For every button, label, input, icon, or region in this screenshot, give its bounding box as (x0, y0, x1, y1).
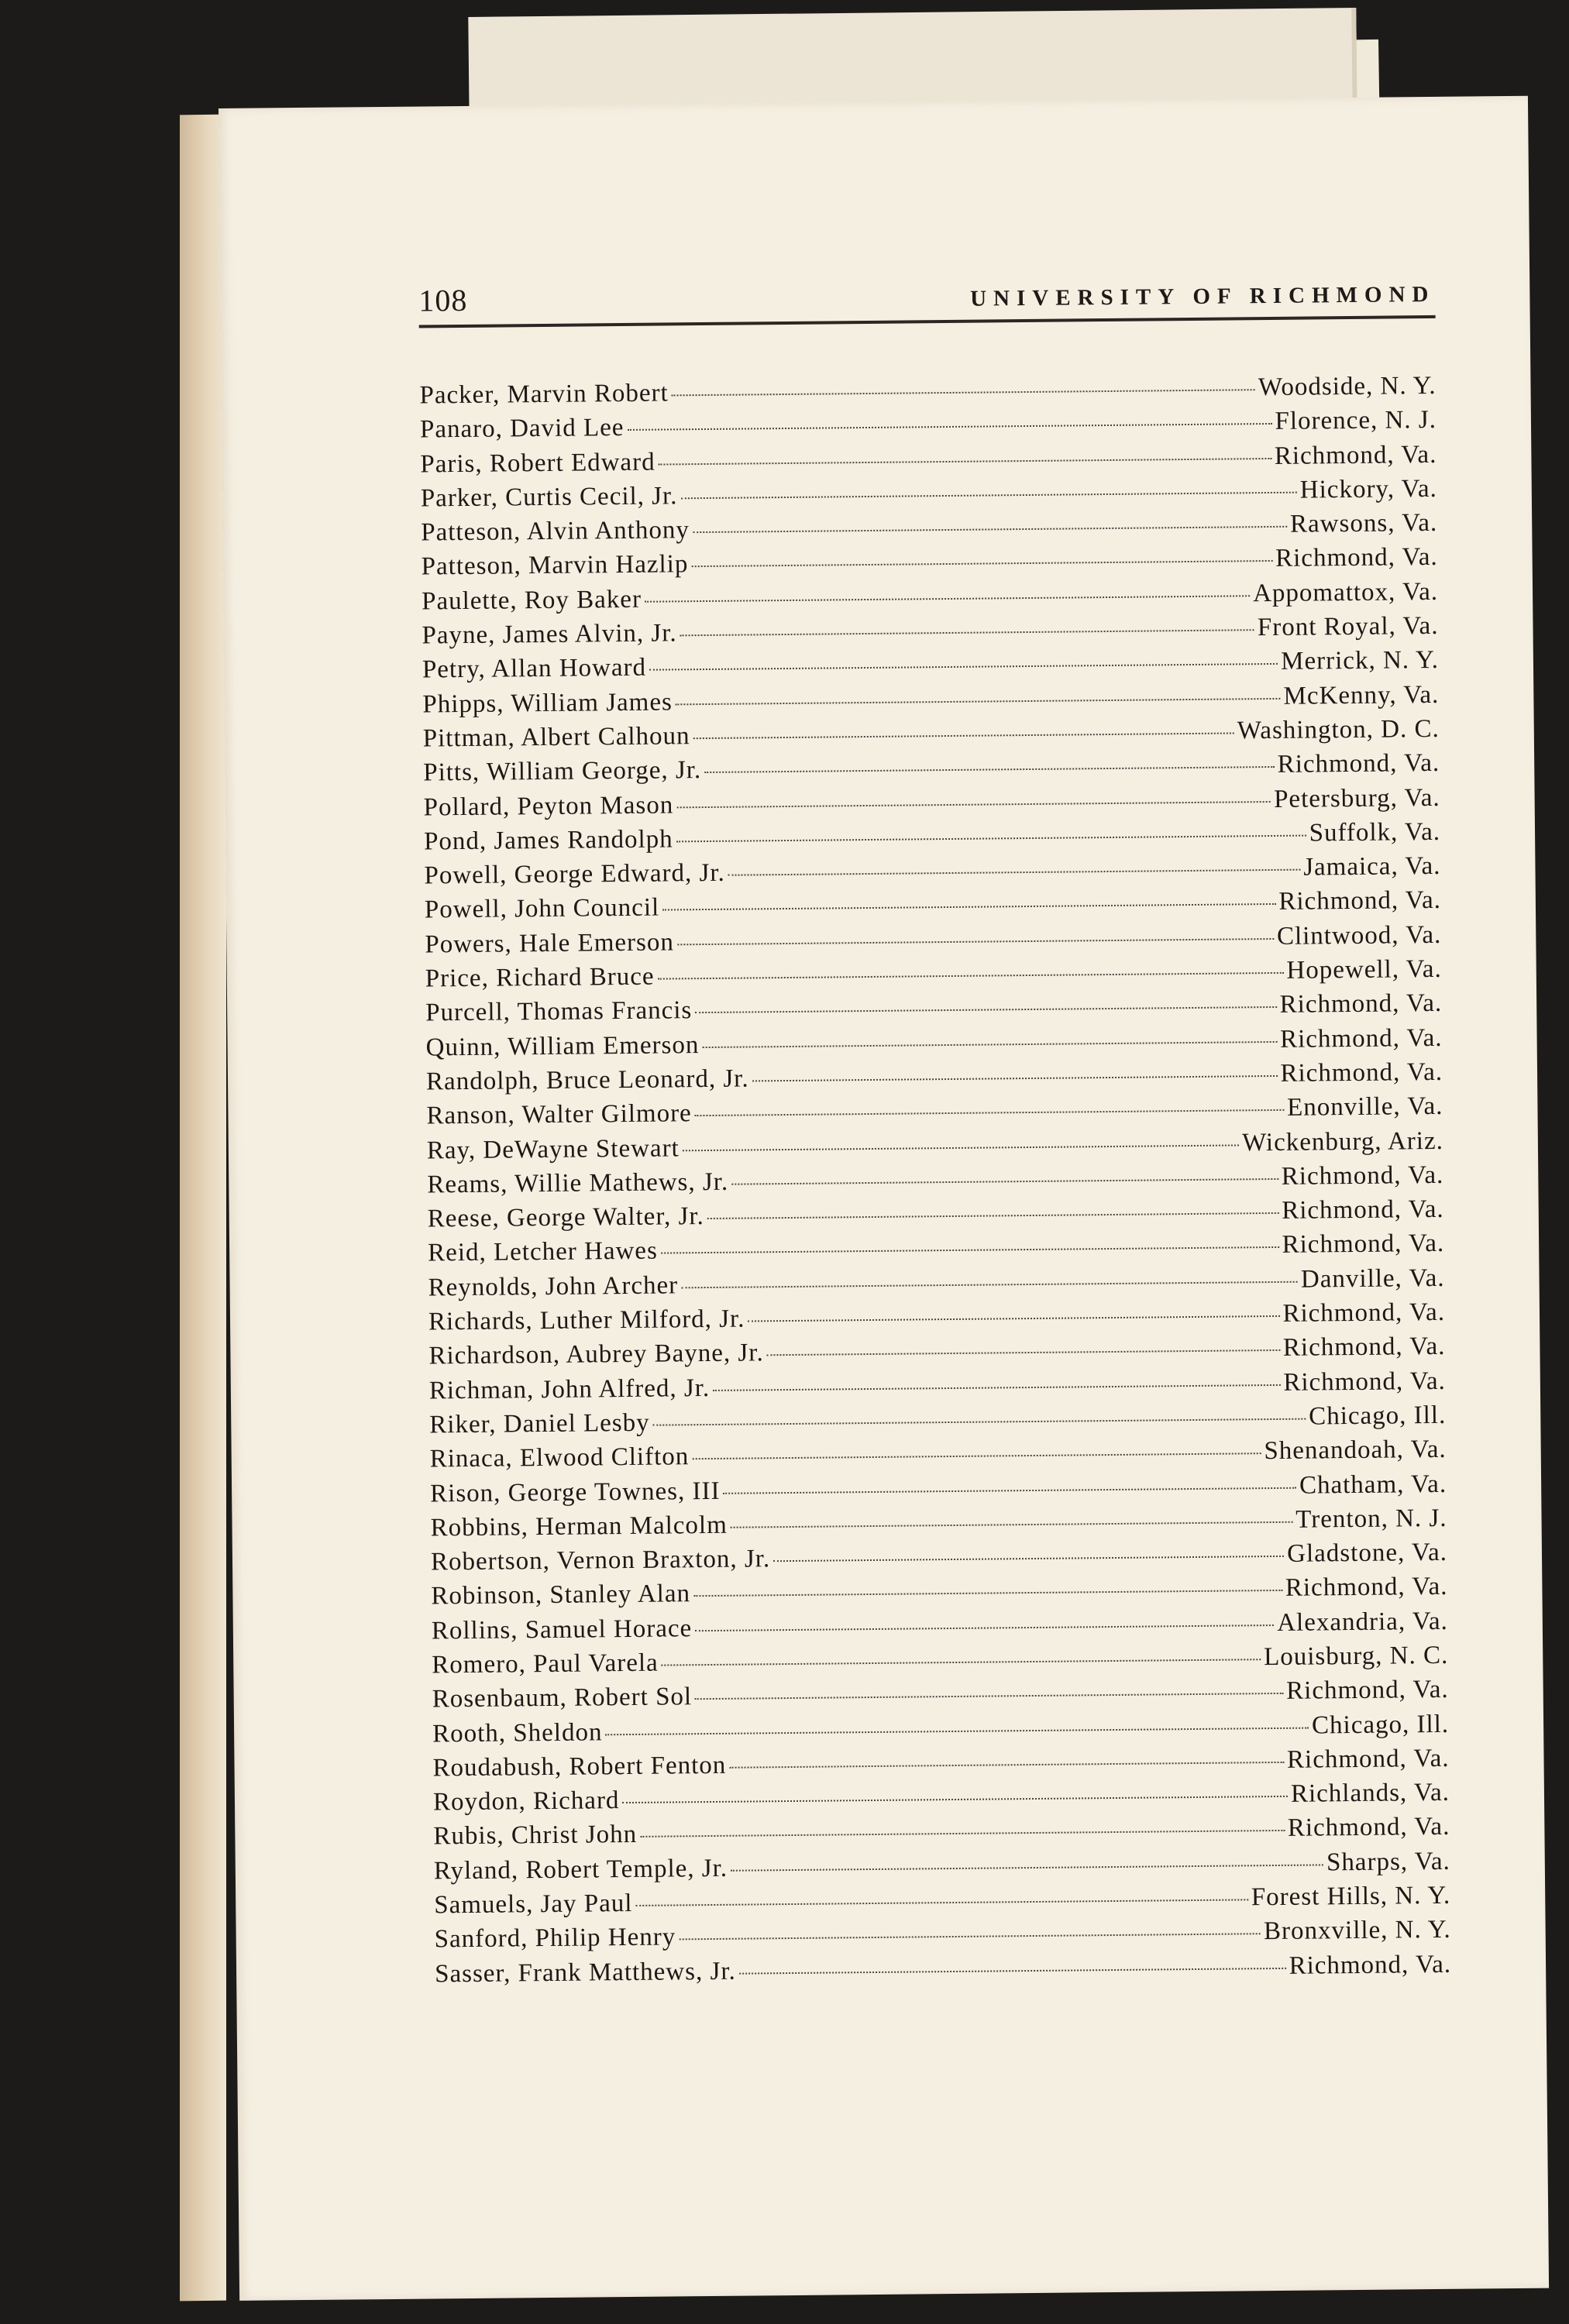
dot-leader (728, 869, 1300, 876)
dot-leader (662, 1659, 1261, 1666)
book-page (218, 96, 1549, 2301)
hometown: Wickenburg, Ariz. (1241, 1126, 1444, 1157)
student-name: Richardson, Aubrey Bayne, Jr. (428, 1339, 764, 1370)
student-name: Rison, George Townes, III (430, 1477, 721, 1508)
dot-leader (695, 1693, 1283, 1700)
student-name: Rooth, Sheldon (432, 1717, 603, 1748)
dot-leader (731, 1864, 1323, 1871)
hometown: Alexandria, Va. (1277, 1607, 1448, 1637)
running-head-title: UNIVERSITY OF RICHMOND (969, 281, 1436, 311)
student-name: Powell, George Edward, Jr. (424, 858, 726, 890)
hometown: Petersburg, Va. (1273, 783, 1440, 813)
hometown: Richmond, Va. (1278, 886, 1442, 916)
dot-leader (702, 1041, 1277, 1048)
student-name: Pitts, William George, Jr. (423, 756, 702, 787)
student-name: Purcell, Thomas Francis (425, 996, 693, 1027)
student-name: Packer, Marvin Robert (419, 379, 669, 410)
hometown: Jamaica, Va. (1303, 852, 1441, 882)
dot-leader (731, 1521, 1293, 1528)
dot-leader (662, 903, 1275, 911)
dot-leader (695, 1006, 1276, 1013)
dot-leader (677, 938, 1274, 945)
student-name: Phipps, William James (422, 688, 673, 719)
student-name: Randolph, Bruce Leonard, Jr. (425, 1064, 749, 1096)
student-name: Powers, Hale Emerson (425, 928, 675, 959)
student-name: Richards, Luther Milford, Jr. (428, 1305, 745, 1336)
student-name: Rubis, Christ John (433, 1820, 638, 1851)
hometown: Richmond, Va. (1286, 1676, 1449, 1706)
student-name: Robinson, Stanley Alan (431, 1580, 691, 1611)
hometown: Richmond, Va. (1280, 1057, 1443, 1088)
hometown: Richmond, Va. (1279, 1023, 1443, 1054)
hometown: Richmond, Va. (1277, 749, 1440, 779)
hometown: Suffolk, Va. (1309, 817, 1441, 847)
hometown: Richmond, Va. (1282, 1229, 1445, 1260)
hometown: Chatham, Va. (1299, 1470, 1447, 1500)
dot-leader (683, 1144, 1239, 1151)
hometown: Gladstone, Va. (1287, 1538, 1448, 1568)
hometown: Florence, N. J. (1275, 406, 1437, 436)
student-name: Price, Richard Bruce (425, 962, 655, 993)
student-name: Ryland, Robert Temple, Jr. (433, 1854, 728, 1886)
student-name: Roydon, Richard (432, 1786, 620, 1817)
student-name: Powell, John Council (424, 894, 660, 924)
hometown: Danville, Va. (1300, 1263, 1445, 1294)
running-head (418, 272, 1436, 328)
student-name: Reams, Willie Mathews, Jr. (427, 1167, 729, 1199)
dot-leader (680, 492, 1296, 500)
hometown: Merrick, N. Y. (1281, 646, 1440, 676)
hometown: Richmond, Va. (1275, 543, 1438, 573)
hometown: Chicago, Ill. (1311, 1710, 1450, 1740)
student-name: Patteson, Alvin Anthony (421, 516, 690, 547)
student-name: Rinaca, Elwood Clifton (429, 1442, 690, 1473)
student-name: Ranson, Walter Gilmore (426, 1099, 692, 1130)
student-name: Reynolds, John Archer (428, 1271, 679, 1302)
hometown: Washington, D. C. (1237, 714, 1440, 745)
student-name: Pollard, Peyton Mason (423, 790, 674, 822)
dot-leader (658, 972, 1284, 980)
student-name: Pittman, Albert Calhoun (422, 722, 690, 753)
hometown: Richmond, Va. (1287, 1813, 1450, 1843)
hometown: Richmond, Va. (1279, 989, 1443, 1019)
hometown: Hickory, Va. (1299, 474, 1437, 504)
student-name: Sanford, Philip Henry (434, 1923, 676, 1954)
student-name: Reid, Letcher Hawes (428, 1237, 658, 1267)
dot-leader (676, 698, 1281, 705)
dot-leader (729, 1762, 1284, 1769)
dot-leader (713, 1384, 1280, 1391)
dot-leader (692, 1452, 1261, 1459)
hometown: Chicago, Ill. (1309, 1401, 1447, 1431)
dot-leader (695, 1624, 1274, 1631)
student-name: Panaro, David Lee (419, 414, 625, 444)
hometown: Richmond, Va. (1285, 1573, 1448, 1603)
student-name: Pond, James Randolph (423, 825, 673, 856)
student-name: Richman, John Alfred, Jr. (428, 1373, 711, 1405)
dot-leader (704, 766, 1275, 773)
student-name: Rosenbaum, Robert Sol (432, 1683, 693, 1714)
hometown: Richmond, Va. (1274, 440, 1437, 470)
student-name: Sasser, Frank Matthews, Jr. (434, 1957, 736, 1989)
page-number: 108 (418, 282, 468, 318)
student-name: Quinn, William Emerson (425, 1030, 700, 1062)
student-name: Romero, Paul Varela (432, 1648, 659, 1679)
hometown: Rawsons, Va. (1289, 509, 1438, 538)
hometown: Enonville, Va. (1286, 1092, 1443, 1122)
dot-leader (606, 1727, 1309, 1735)
dot-leader (724, 1487, 1297, 1494)
dot-leader (773, 1556, 1284, 1562)
hometown: Hopewell, Va. (1286, 954, 1442, 985)
dot-leader (681, 1281, 1298, 1288)
hometown: Sharps, Va. (1326, 1847, 1450, 1877)
student-name: Paulette, Roy Baker (421, 585, 642, 616)
hometown: Woodside, N. Y. (1258, 371, 1437, 402)
dot-leader (622, 1796, 1288, 1803)
page-edges (180, 115, 226, 2302)
hometown: Forest Hills, N. Y. (1251, 1881, 1451, 1912)
dot-leader (691, 560, 1272, 567)
hometown: McKenny, Va. (1283, 680, 1440, 710)
dot-leader (739, 1968, 1286, 1975)
hometown: Richmond, Va. (1282, 1195, 1444, 1226)
dot-leader (679, 1934, 1261, 1941)
dot-leader (767, 1349, 1280, 1356)
student-name: Ray, DeWayne Stewart (426, 1133, 680, 1165)
dot-leader (707, 1212, 1278, 1219)
student-name: Paris, Robert Edward (420, 448, 655, 479)
dot-leader (693, 732, 1234, 739)
dot-leader (693, 526, 1287, 533)
dot-leader (676, 834, 1306, 842)
hometown: Richmond, Va. (1282, 1332, 1446, 1363)
student-name: Petry, Allan Howard (421, 654, 647, 684)
hometown: Richmond, Va. (1289, 1950, 1452, 1980)
hometown: Richmond, Va. (1286, 1744, 1450, 1774)
hometown: Clintwood, Va. (1276, 920, 1442, 951)
dot-leader (695, 1109, 1284, 1116)
student-name: Reese, George Walter, Jr. (427, 1202, 704, 1233)
student-directory-list (419, 372, 1451, 1994)
student-name: Samuels, Jay Paul (434, 1889, 633, 1920)
student-name: Roudabush, Robert Fenton (432, 1751, 727, 1783)
student-name: Patteson, Marvin Hazlip (421, 550, 689, 581)
dot-leader (653, 1418, 1306, 1426)
hometown: Trenton, N. J. (1295, 1504, 1447, 1534)
dot-leader (676, 801, 1271, 808)
dot-leader (628, 423, 1272, 431)
dot-leader (693, 1590, 1282, 1597)
hometown: Bronxville, N. Y. (1263, 1916, 1451, 1946)
hometown: Appomattox, Va. (1252, 577, 1439, 607)
dot-leader (672, 389, 1255, 396)
dot-leader (659, 458, 1271, 466)
hometown: Richmond, Va. (1281, 1160, 1444, 1191)
dot-leader (661, 1246, 1279, 1254)
dot-leader (649, 663, 1278, 671)
student-name: Rollins, Samuel Horace (431, 1614, 693, 1645)
dot-leader (752, 1075, 1278, 1082)
hometown: Richmond, Va. (1283, 1367, 1447, 1397)
dot-leader (636, 1899, 1248, 1906)
student-name: Robertson, Vernon Braxton, Jr. (430, 1545, 771, 1576)
student-name: Riker, Daniel Lesby (429, 1408, 650, 1439)
hometown: Front Royal, Va. (1257, 611, 1439, 642)
student-name: Payne, James Alvin, Jr. (421, 619, 677, 650)
student-name: Robbins, Herman Malcolm (430, 1511, 728, 1542)
hometown: Shenandoah, Va. (1264, 1435, 1447, 1466)
dot-leader (640, 1830, 1285, 1838)
dot-leader (731, 1178, 1278, 1185)
hometown: Richlands, Va. (1290, 1779, 1450, 1808)
hometown: Louisburg, N. C. (1263, 1641, 1449, 1672)
dot-leader (645, 595, 1250, 602)
hometown: Richmond, Va. (1282, 1298, 1446, 1328)
dot-leader (748, 1315, 1279, 1322)
dot-leader (680, 629, 1254, 636)
student-name: Parker, Curtis Cecil, Jr. (420, 482, 678, 513)
